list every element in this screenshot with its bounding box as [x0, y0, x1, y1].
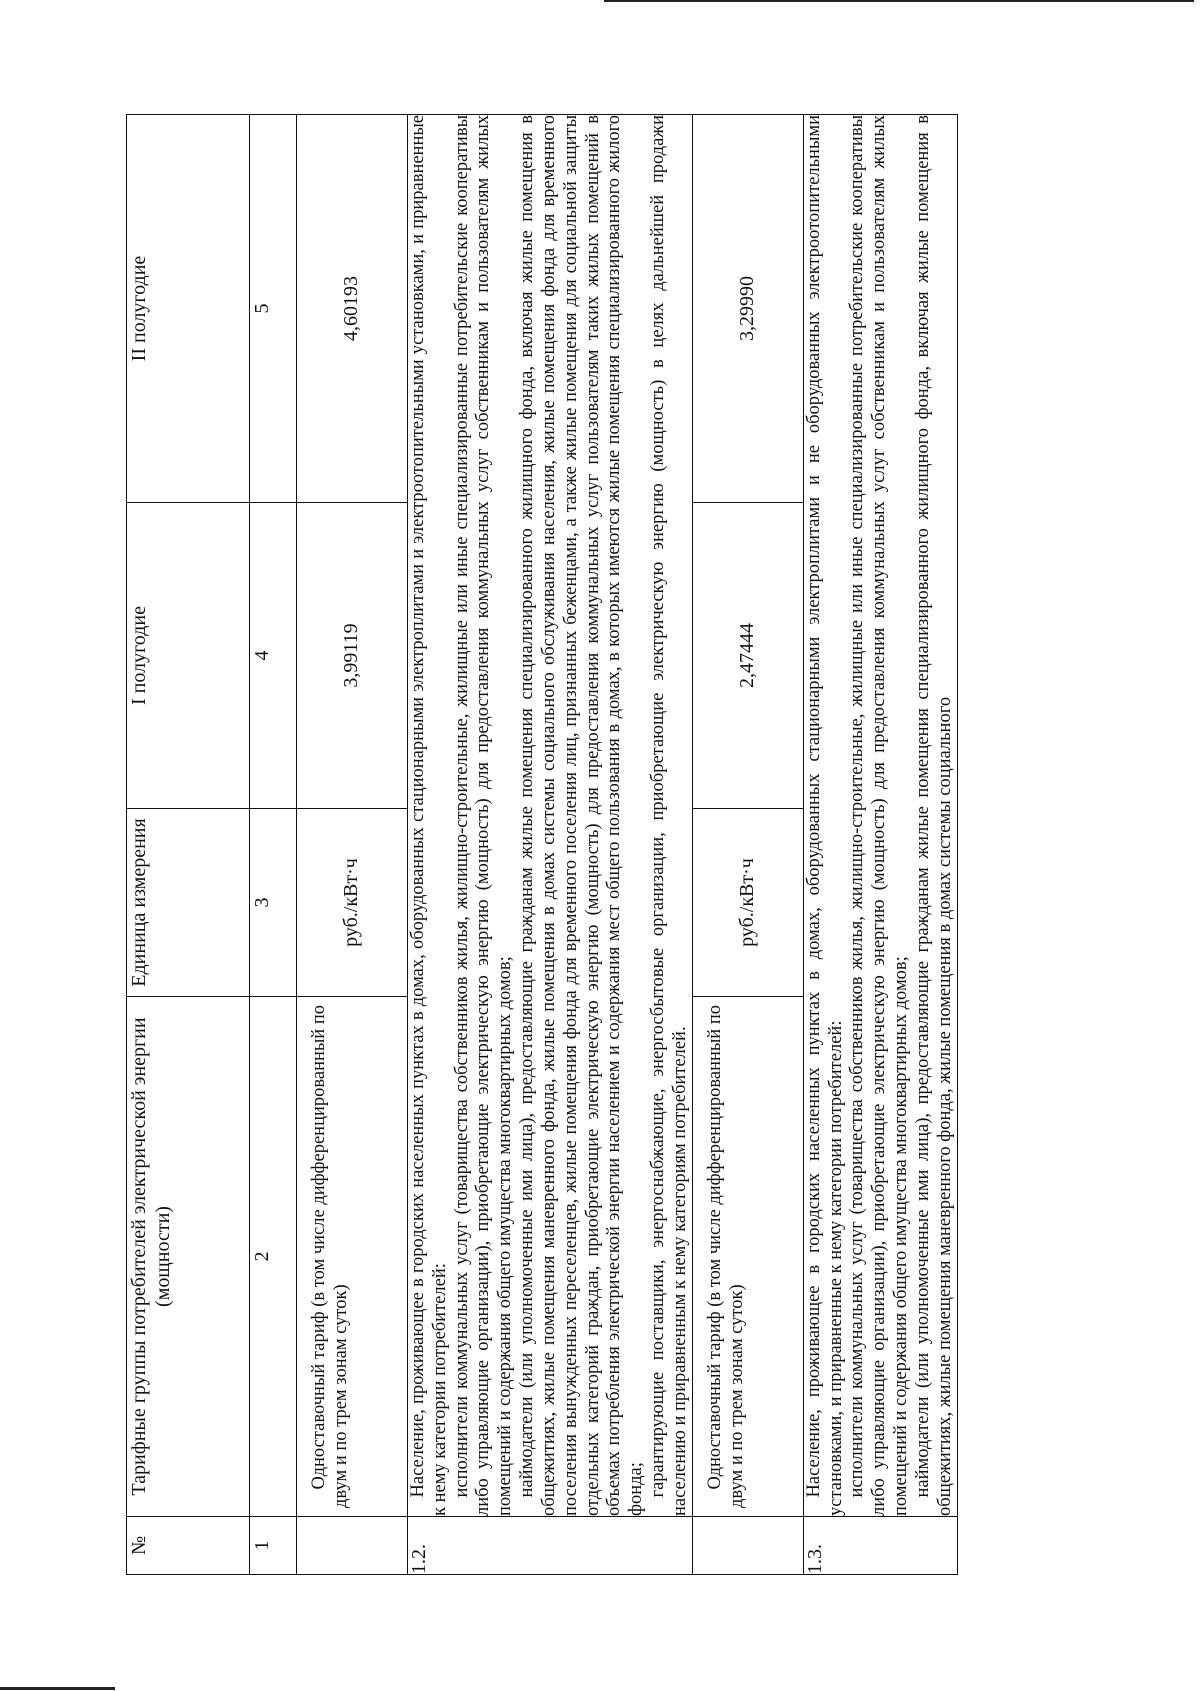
column-number: 1 — [250, 1517, 297, 1575]
header-row — [127, 115, 250, 1575]
scan-edge-top — [604, 0, 1194, 2]
group-row — [408, 115, 693, 1575]
column-number: 2 — [250, 997, 297, 1517]
column-number: 4 — [250, 503, 297, 809]
rate-unit: руб./кВт·ч — [297, 809, 408, 997]
group-description — [803, 115, 957, 1517]
scan-edge-bottom — [0, 1687, 115, 1690]
group-paragraph: исполнители коммунальных услуг (товарищества собственников жилья, жилищно-строительные, жилищные или иные специализированные потребительские кооперативы либо управляющие организации), приобретающие электрическую энергию (мощность) для предоставления коммунальных услуг собственникам и пользователям жилых помещений и содержания общего имущества многоквартирных домов; — [847, 115, 912, 1516]
rate-row — [297, 115, 408, 1575]
group-paragraph: исполнители коммунальных услуг (товарищества собственников жилья, жилищно-строительные, жилищные или иные специализированные потребительские кооперативы либо управляющие организации), приобретающие электрическую энергию (мощность) для предоставления коммунальных услуг собственникам и пользователям жилых помещений и содержания общего имущества многоквартирных домов; — [451, 115, 516, 1516]
rate-second-half: 4,60193 — [297, 115, 408, 503]
rate-row — [692, 115, 803, 1575]
rate-first-half: 3,99119 — [297, 503, 408, 809]
group-paragraph: гарантирующие поставщики, энергоснабжающие, энергосбытовые организации, приобретающие электрическую энергию (мощность) в целях дальнейшей продажи населению и приравненным к нему категориям потребителей. — [648, 115, 690, 1516]
rate-name: Одноставочный тариф (в том числе дифференцированный по двум и по трем зонам суток) — [309, 1005, 351, 1508]
group-paragraph: Население, проживающее в городских населенных пунктах в домах, оборудованных стационарными электроплитами и электроотопительными установками, и приравненные к нему категории потребителей: — [408, 115, 450, 1516]
header-tariff-groups: Тарифные группы потребителей электрической энергии (мощности) — [127, 997, 250, 1517]
group-paragraph: наймодатели (или уполномоченные ими лица), предоставляющие гражданам жилые помещения специализированного жилищного фонда, включая жилые помещения в общежитиях, жилые помещения маневренного фонда, жилые помещения в домах системы социального — [912, 115, 955, 1516]
group-number: 1.3. — [803, 1517, 957, 1575]
header-first-half: I полугодие — [127, 503, 250, 809]
column-numbers-row — [250, 115, 297, 1575]
group-description — [408, 115, 693, 1517]
header-number: № — [127, 1517, 250, 1575]
header-unit: Единица измерения — [127, 809, 250, 997]
rate-name: Одноставочный тариф (в том числе дифференцированный по двум и по трем зонам суток) — [704, 1005, 747, 1508]
rate-row-number — [692, 1517, 803, 1575]
column-number: 5 — [250, 115, 297, 503]
group-number: 1.2. — [408, 1517, 693, 1575]
header-second-half: II полугодие — [127, 115, 250, 503]
group-paragraph: Население, проживающее в городских населенных пунктах в домах, оборудованных стационарными электроплитами и не оборудованных электроотопительными установками, и приравненные к нему категории потребителей: — [803, 115, 846, 1516]
rate-second-half: 3,29990 — [692, 115, 803, 503]
rate-row-number — [297, 1517, 408, 1575]
group-row — [803, 115, 957, 1575]
group-paragraph: наймодатели (или уполномоченные ими лица), предоставляющие гражданам жилые помещения специализированного жилищного фонда, включая жилые помещения в общежитиях, жилые помещения маневренного фонда, жилые помещения в домах системы социального обслуживания населения, жилые помещения фонда для временного поселения вынужденных переселенцев, жилые помещения фонда для временного поселения лиц, признанных беженцами, а также жилые помещения для социальной защиты отдельных категорий граждан, приобретающие электрическую энергию (мощность) для предоставления коммунальных услуг пользователям таких жилых помещений в объемах потребления электрической энергии населением и содержания мест общего пользования в домах, в которых имеются жилые помещения специализированного жилого фонда; — [517, 115, 647, 1516]
column-number: 3 — [250, 809, 297, 997]
rotated-page — [126, 115, 1074, 1575]
rate-unit: руб./кВт·ч — [692, 809, 803, 997]
rate-first-half: 2,47444 — [692, 503, 803, 809]
tariff-table — [126, 114, 958, 1575]
